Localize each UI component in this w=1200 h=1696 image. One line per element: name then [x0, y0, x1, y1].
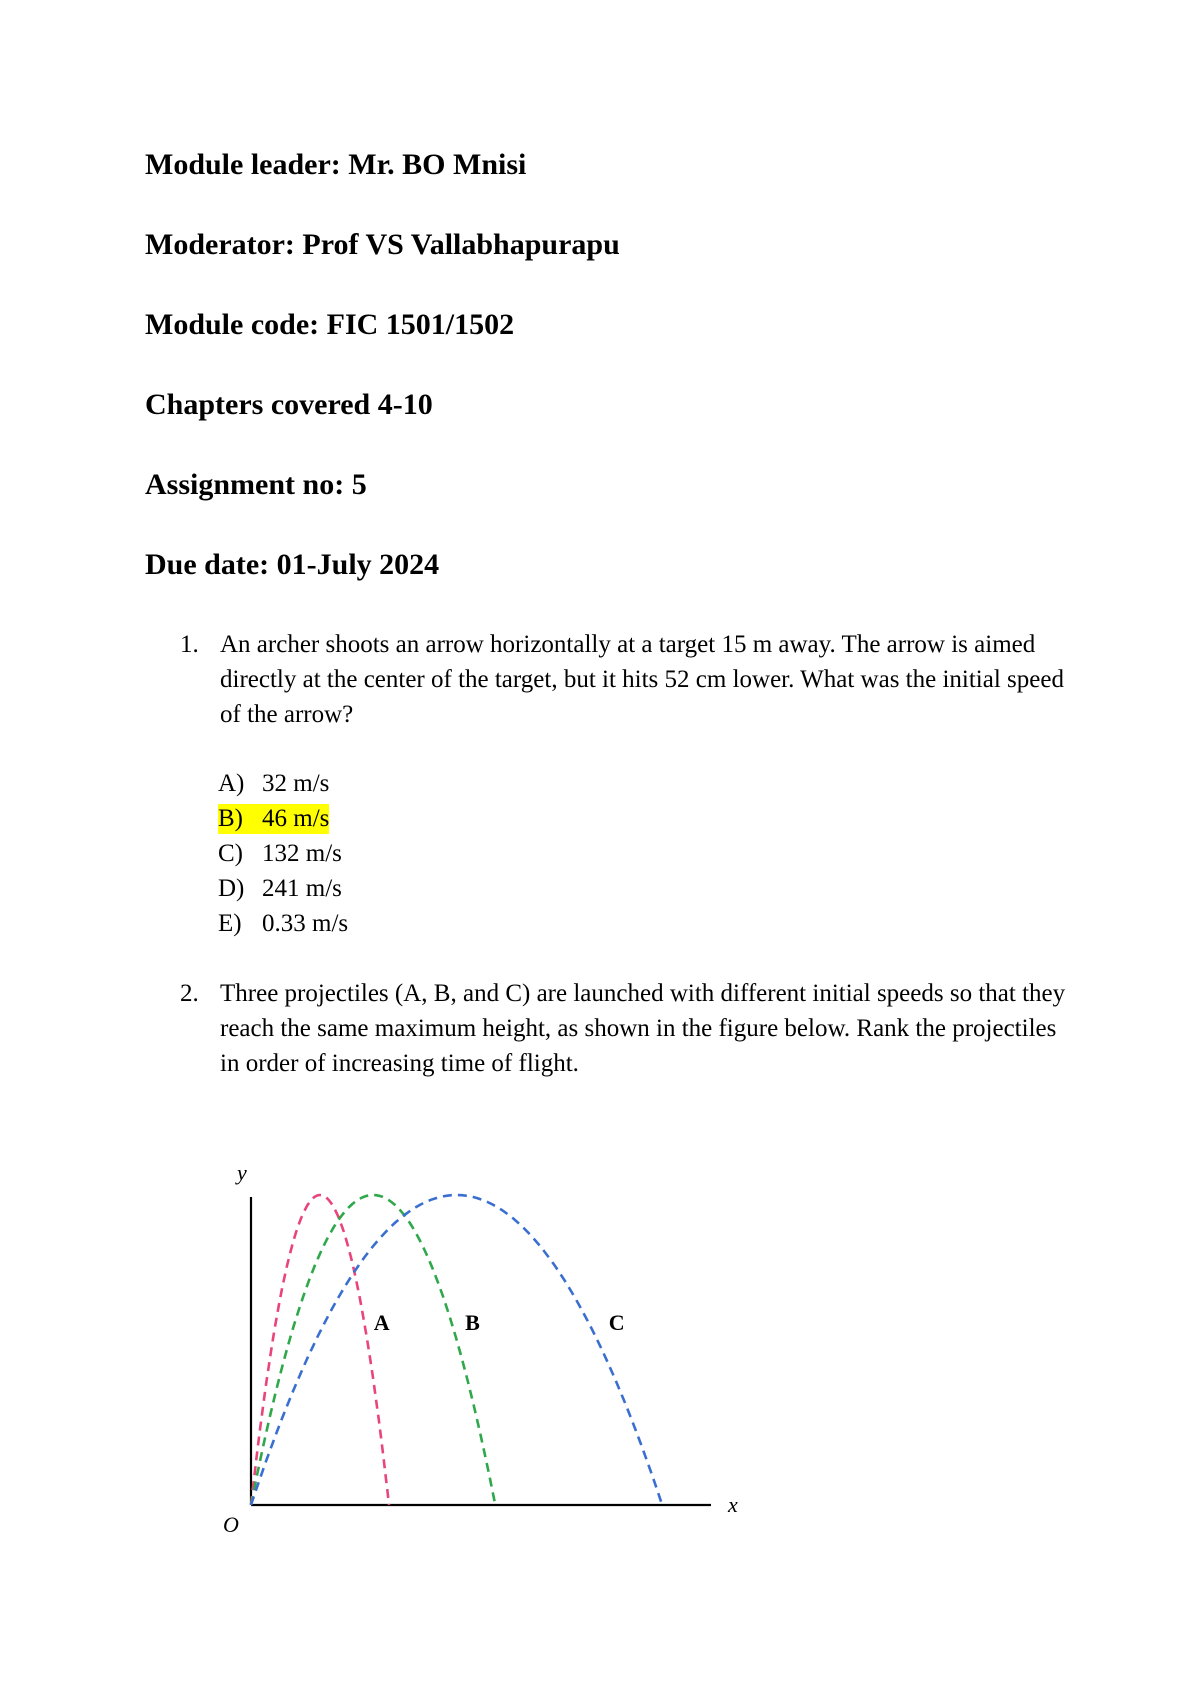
origin-label: O — [223, 1512, 239, 1537]
trajectories — [251, 1195, 662, 1505]
option-text: 46 m/s — [262, 805, 330, 832]
option-highlight — [218, 804, 329, 834]
question-number: 1. — [180, 631, 199, 658]
module-leader: Module leader: Mr. BO Mnisi — [145, 148, 527, 181]
module-code: Module code: FIC 1501/1502 — [145, 308, 515, 341]
option-label: A) — [218, 770, 245, 797]
moderator: Moderator: Prof VS Vallabhapurapu — [145, 228, 620, 261]
option-label: C) — [218, 840, 243, 867]
question-text: Three projectiles (A, B, and C) are launched with different initial speeds so that they reach the same maximum height, as shown in the figure below. Rank the projectiles in order of increasing time of flight. — [220, 980, 1066, 1077]
option-text: 132 m/s — [262, 840, 342, 867]
question-number: 2. — [180, 980, 199, 1007]
option-label: B) — [218, 805, 243, 832]
trajectory-c — [251, 1195, 662, 1505]
projectile-figure — [215, 1150, 775, 1540]
trajectory-a — [251, 1195, 389, 1505]
option-label: D) — [218, 875, 245, 902]
due-date: Due date: 01-July 2024 — [145, 548, 440, 581]
option-d — [218, 871, 348, 906]
x-axis-label: x — [728, 1492, 738, 1517]
question-text: An archer shoots an arrow horizontally at a target 15 m away. The arrow is aimed directly at the center of the target, but it hits 52 cm lower. What was the initial speed of the arrow? — [220, 631, 1064, 728]
option-c — [218, 836, 348, 871]
answer-options — [218, 766, 348, 941]
y-axis-label: y — [237, 1160, 247, 1185]
option-text: 32 m/s — [262, 770, 330, 797]
option-text: 0.33 m/s — [262, 910, 349, 937]
trajectory-label-b: B — [465, 1310, 480, 1335]
trajectory-b — [251, 1195, 495, 1505]
trajectory-label-a: A — [373, 1310, 390, 1335]
assignment-number: Assignment no: 5 — [145, 468, 367, 501]
option-e — [218, 906, 348, 941]
option-b — [218, 801, 348, 836]
option-text: 241 m/s — [262, 875, 342, 902]
trajectory-label-c: C — [608, 1310, 625, 1335]
chapters-covered: Chapters covered 4-10 — [145, 388, 433, 421]
option-a — [218, 766, 348, 801]
option-label: E) — [218, 910, 242, 937]
